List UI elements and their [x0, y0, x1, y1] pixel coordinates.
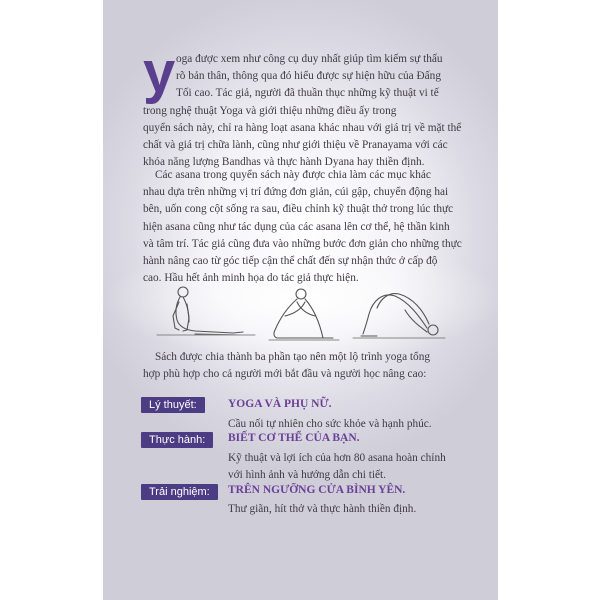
drop-cap: y	[143, 40, 176, 105]
section-badge: Lý thuyết:	[141, 397, 205, 413]
seated-forward-bend-figure	[269, 289, 339, 340]
text-line: cao. Hầu hết ảnh minh họa do tác giả thực hiện.	[143, 272, 359, 285]
section-description: Thư giãn, hít thở và thực hành thiền định.	[228, 503, 417, 515]
text-line: trong nghệ thuật Yoga và giới thiệu những điều ấy trong	[143, 104, 397, 117]
text-line: nhau dựa trên những vị trí đứng đơn giản, cúi gập, chuyển động hai	[143, 186, 449, 199]
book-page	[103, 0, 498, 600]
text-line: Sách được chia thành ba phần tạo nên một lộ trình yoga tổng	[155, 351, 430, 363]
text-line: hợp phù hợp cho cả người mới bắt đầu và người học nâng cao:	[143, 368, 427, 381]
structure-paragraph	[143, 349, 473, 383]
text-line: quyển sách này, chỉ ra hàng loạt asana khác nhau với giá trị về mặt thể	[143, 121, 462, 134]
text-line: Các asana trong quyển sách này được chia làm các mục khác	[155, 169, 431, 181]
section-badge: Thực hành:	[141, 432, 213, 448]
section-heading: TRÊN NGƯỠNG CỬA BÌNH YÊN.	[228, 484, 406, 496]
section-heading: YOGA VÀ PHỤ NỮ.	[228, 398, 332, 410]
text-line: bên, uốn cong cột sống ra sau, điều chỉnh kỹ thuật thở trong lúc thực	[143, 203, 454, 216]
text-line: hành nâng cao từ góc tiếp cận thể chất đến sự nhận thức ở cấp độ	[143, 255, 438, 268]
text-line: khóa năng lượng Bandhas và thực hành Dyana hay thiền định.	[143, 156, 425, 169]
section-description: Kỹ thuật và lợi ích của hơn 80 asana hoàn chỉnh	[228, 452, 446, 464]
text-line: hiện asana cũng như tác dụng của các asana lên cơ thể, hệ thần kinh	[143, 220, 450, 233]
text-line: oga được xem như công cụ duy nhất giúp tìm kiếm sự thấu	[176, 53, 443, 65]
text-line: Tối cao. Tác giả, người đã thuần thục những kỹ thuật vi tế	[176, 87, 439, 100]
part-practice	[141, 430, 213, 448]
cobra-pose-figure	[157, 287, 255, 335]
part-theory	[141, 395, 205, 413]
text-line: và tâm trí. Tác giả cũng đưa vào những bước đơn giản cho những thực	[143, 237, 462, 250]
intro-paragraph	[143, 51, 468, 171]
plough-pose-figure	[353, 294, 445, 338]
section-description: Cầu nối tự nhiên cho sức khỏe và hạnh phúc.	[228, 418, 432, 430]
section-heading: BIẾT CƠ THỂ CỦA BẠN.	[228, 432, 360, 444]
asana-paragraph	[143, 167, 473, 287]
text-line: rõ bản thân, thông qua đó hiểu được sự hiện hữu của Đấng	[176, 70, 441, 83]
yoga-illustrations	[143, 280, 448, 352]
text-line: chất và giá trị chữa lành, cũng như giới thiệu về Pranayama với các	[143, 139, 448, 152]
part-experience	[141, 482, 218, 500]
section-description: với hình ảnh và hướng dẫn chi tiết.	[228, 469, 386, 481]
section-badge: Trải nghiệm:	[141, 484, 218, 500]
